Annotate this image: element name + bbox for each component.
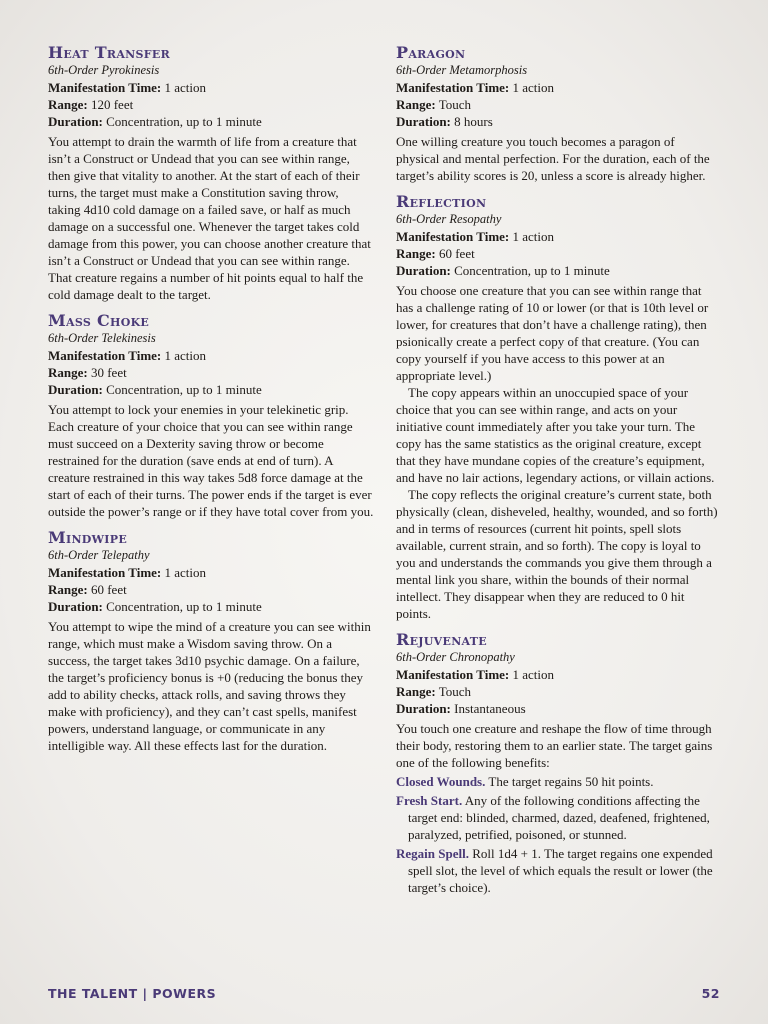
power-title: Mass Choke [48, 311, 150, 330]
benefit-name: Fresh Start. [396, 793, 463, 808]
benefit-item [396, 773, 720, 790]
power-title: Reflection [396, 192, 487, 211]
power-order: 6th-Order Chronopathy [396, 650, 515, 664]
stat-value: 8 hours [454, 114, 493, 129]
range [396, 96, 720, 113]
power-description: You attempt to drain the warmth of life from a creature that isn’t a Construct or Undead that you can see within range, then give that vitality to another. At the start of each of their turns, the target must make a Constitution saving throw, taking 4d10 cold damage on a failed save, or half as much damage on a successful one. Whenever the target takes cold damage from this power, you can choose another creature that isn’t a Construct or Undead that you can see within range. That creature regains a number of hit points equal to half the cold damage dealt to the target. [48, 134, 371, 302]
stat-value: Concentration, up to 1 minute [106, 382, 262, 397]
range [396, 245, 720, 262]
stat-value: 1 action [164, 80, 207, 95]
duration [48, 381, 374, 398]
stat-value: 60 feet [438, 246, 475, 261]
manifestation-time [48, 347, 374, 364]
duration [48, 598, 374, 615]
benefit-name: Regain Spell. [396, 846, 469, 861]
power-reflection [396, 192, 720, 622]
power-order: 6th-Order Telepathy [48, 548, 150, 562]
stat-value: 30 feet [90, 365, 127, 380]
power-title: Paragon [396, 43, 466, 62]
stat-label: Manifestation Time: [48, 80, 162, 95]
power-description: The copy reflects the original creature’s current state, both physically (clean, disheveled, healthy, wounded, and so forth) and in terms of resources (current hit points, spell slots available, current strain, and so forth). The copy is loyal to you and understands the commands you give them through a mental link you share, within the bounds of their normal intellect. They disappear when they are reduced to 0 hit points. [396, 487, 718, 621]
range [48, 364, 374, 381]
benefit-name: Closed Wounds. [396, 774, 486, 789]
stat-label: Range: [396, 97, 436, 112]
manifestation-time [396, 666, 720, 683]
stat-label: Range: [48, 97, 88, 112]
stat-value: Touch [438, 97, 472, 112]
range [48, 581, 374, 598]
right-column [396, 43, 720, 904]
power-title: Heat Transfer [48, 43, 171, 62]
power-heat-transfer [48, 43, 374, 303]
duration [396, 700, 720, 717]
power-title: Mindwipe [48, 528, 128, 547]
manifestation-time [396, 228, 720, 245]
stat-value: Concentration, up to 1 minute [106, 114, 262, 129]
power-description: You attempt to lock your enemies in your telekinetic grip. Each creature of your choice that you can see within range must succeed on a Dexterity saving throw or become restrained for the duration (save ends at end of turn). A creature restrained in this way takes 5d8 force damage at the start of each of their turns. The power ends if the target is ever outside the power’s range or if they have total cover from you. [48, 402, 374, 519]
stat-value: Concentration, up to 1 minute [454, 263, 610, 278]
duration [396, 262, 720, 279]
duration [48, 113, 374, 130]
power-description: You touch one creature and reshape the flow of time through their body, restoring them to an earlier state. The target gains one of the following benefits: [396, 721, 713, 770]
stat-label: Duration: [48, 382, 103, 397]
stat-label: Range: [48, 582, 88, 597]
power-mass-choke [48, 311, 374, 520]
stat-label: Duration: [396, 114, 451, 129]
stat-label: Range: [48, 365, 88, 380]
power-rejuvenate [396, 630, 720, 896]
range [48, 96, 374, 113]
benefit-text: Any of the following conditions affecting the target end: blinded, charmed, dazed, deafened, frightened, paralyzed, petrified, poisoned, or stunned. [408, 793, 710, 842]
stat-label: Manifestation Time: [396, 80, 510, 95]
stat-label: Manifestation Time: [396, 667, 510, 682]
footer-section-title: THE TALENT | POWERS [48, 986, 217, 1001]
stat-value: 1 action [512, 80, 555, 95]
stat-label: Duration: [396, 263, 451, 278]
manifestation-time [48, 564, 374, 581]
stat-label: Manifestation Time: [48, 565, 162, 580]
manifestation-time [48, 79, 374, 96]
page-number: 52 [701, 986, 720, 1001]
power-order: 6th-Order Resopathy [396, 212, 502, 226]
stat-label: Range: [396, 684, 436, 699]
power-title: Rejuvenate [396, 630, 487, 649]
power-order: 6th-Order Pyrokinesis [48, 63, 160, 77]
benefit-item [396, 845, 720, 896]
benefit-text: Roll 1d4 + 1. The target regains one expended spell slot, the level of which equals the result or lower (the target’s choice). [408, 846, 713, 895]
power-description: You attempt to wipe the mind of a creature you can see within range, which must make a Wisdom saving throw. On a success, the target takes 3d10 psychic damage. On a failure, the target’s proficiency bonus is +0 (reducing the bonus they add to ability checks, attack rolls, and saving throws they make with proficiency), and they can’t cast spells, manifest powers, understand language, or communicate in any intelligible way. All these effects last for the duration. [48, 619, 371, 753]
stat-value: Concentration, up to 1 minute [106, 599, 262, 614]
stat-value: 60 feet [90, 582, 127, 597]
stat-value: 1 action [512, 667, 555, 682]
duration [396, 113, 720, 130]
power-description: The copy appears within an unoccupied space of your choice that you can see within range, and acts on your initiative count immediately after you take your turn. The copy has the same statistics as the original creature, except that they have mundane copies of the creature’s equipment, and have no lair actions, legendary actions, or villain actions. [396, 385, 715, 485]
power-description: One willing creature you touch becomes a paragon of physical and mental perfection. For the duration, each of the target’s ability scores is 20, unless a score is already higher. [396, 134, 710, 183]
power-paragon [396, 43, 720, 184]
stat-label: Duration: [48, 599, 103, 614]
stat-value: 1 action [512, 229, 555, 244]
left-column [48, 43, 374, 762]
stat-label: Duration: [396, 701, 451, 716]
benefit-item [396, 792, 720, 843]
stat-value: 1 action [164, 565, 207, 580]
stat-value: Instantaneous [454, 701, 526, 716]
range [396, 683, 720, 700]
stat-value: Touch [438, 684, 472, 699]
power-order: 6th-Order Telekinesis [48, 331, 156, 345]
stat-label: Range: [396, 246, 436, 261]
stat-label: Manifestation Time: [396, 229, 510, 244]
stat-value: 1 action [164, 348, 207, 363]
page-footer [48, 986, 720, 1002]
manifestation-time [396, 79, 720, 96]
power-description: You choose one creature that you can see within range that has a challenge rating of 10 or lower (or that is 10th level or lower, for creatures that don’t have a challenge rating), then psionically create a perfect copy of that creature. (You can copy yourself if you have access to this power at an appropriate level.) [396, 283, 709, 383]
benefit-text: The target regains 50 hit points. [488, 774, 654, 789]
stat-value: 120 feet [90, 97, 134, 112]
power-mindwipe [48, 528, 374, 754]
power-order: 6th-Order Metamorphosis [396, 63, 528, 77]
stat-label: Manifestation Time: [48, 348, 162, 363]
stat-label: Duration: [48, 114, 103, 129]
